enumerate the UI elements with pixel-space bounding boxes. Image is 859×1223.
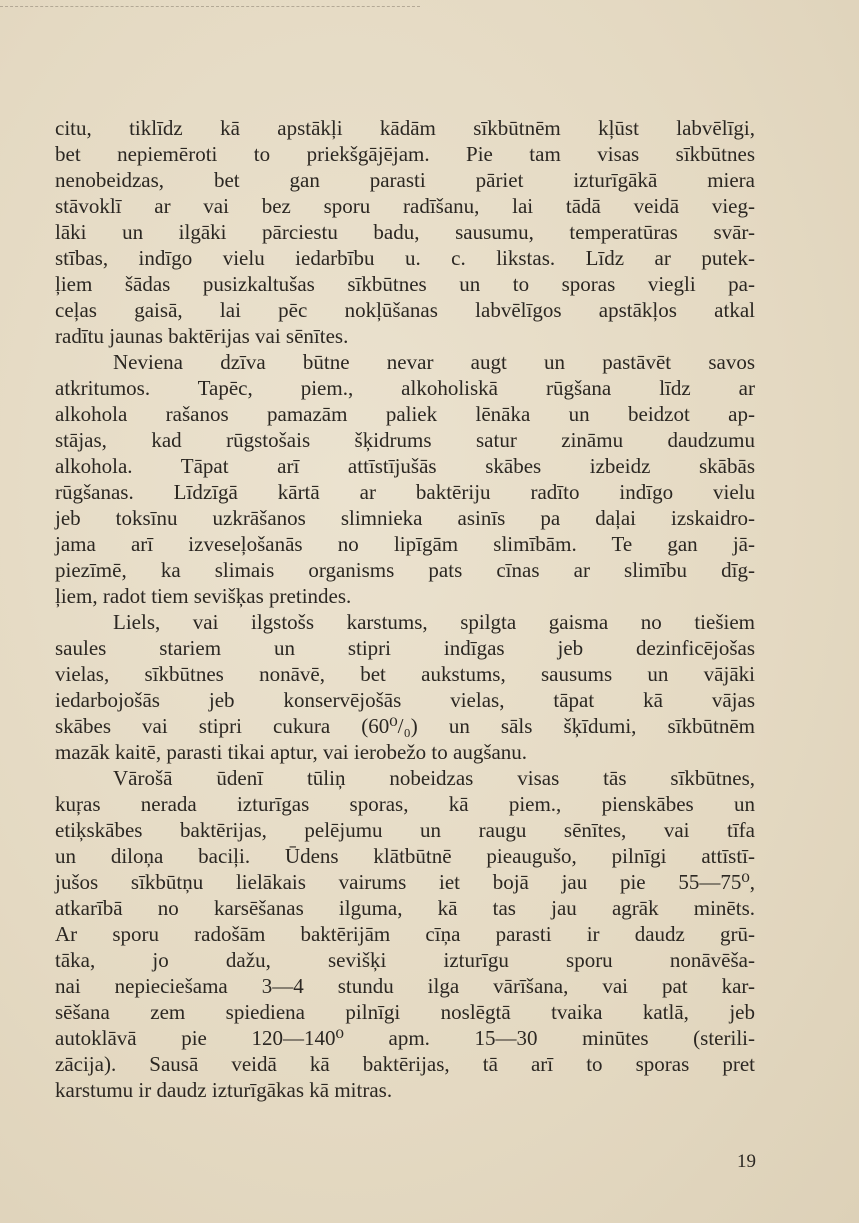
text-line: jušos sīkbūtņu lielākais vairums iet bojā jau pie 55—75⁰, <box>55 870 755 894</box>
text-line: skābes vai stipri cukura (60⁰/₀) un sāls šķīdumi, sīkbūtnēm <box>55 714 755 738</box>
text-line: stāvoklī ar vai bez sporu radīšanu, lai tādā veidā vieg- <box>55 194 755 218</box>
text-line: nenobeidzas, bet gan parasti pāriet izturīgākā miera <box>55 168 755 192</box>
text-line: ceļas gaisā, lai pēc nokļūšanas labvēlīgos apstākļos atkal <box>55 298 755 322</box>
text-line: stības, indīgo vielu iedarbību u. c. likstas. Līdz ar putek- <box>55 246 755 270</box>
paragraph-end-line: mazāk kaitē, parasti tikai aptur, vai ierobežo to augšanu. <box>55 740 528 764</box>
text-line: sēšana zem spiediena pilnīgi noslēgtā tvaika katlā, jeb <box>55 1000 755 1024</box>
text-line: autoklāvā pie 120—140⁰ apm. 15—30 minūtes (sterili- <box>55 1026 755 1050</box>
text-line: iedarbojošās jeb konservējošās vielas, tāpat kā vājas <box>55 688 755 712</box>
text-line: tāka, jo dažu, sevišķi izturīgu sporu nonāvēša- <box>55 948 755 972</box>
text-line: atkarībā no karsēšanas ilguma, kā tas jau agrāk minēts. <box>55 896 755 920</box>
text-line: bet nepiemēroti to priekšgājējam. Pie tam visas sīkbūtnes <box>55 142 755 166</box>
text-line: nai nepieciešama 3—4 stundu ilga vārīšana, vai pat kar- <box>55 974 755 998</box>
text-line: alkohola. Tāpat arī attīstījušās skābes izbeidz skābās <box>55 454 755 478</box>
text-line: rūgšanas. Līdzīgā kārtā ar baktēriju radīto indīgo vielu <box>55 480 755 504</box>
text-line: lāki un ilgāki pārciestu badu, sausumu, temperatūras svār- <box>55 220 755 244</box>
text-line: atkritumos. Tapēc, piem., alkoholiskā rūgšana līdz ar <box>55 376 755 400</box>
paragraph-end-line: ļiem, radot tiem sevišķas pretindes. <box>55 584 352 608</box>
text-line: Ar sporu radošām baktērijām cīņa parasti ir daudz grū- <box>55 922 755 946</box>
text-line: vielas, sīkbūtnes nonāvē, bet aukstums, sausums un vājāki <box>55 662 755 686</box>
text-line: un diloņa baciļi. Ūdens klātbūtnē pieaugušo, pilnīgi attīstī- <box>55 844 755 868</box>
paragraph-start-line: Neviena dzīva būtne nevar augt un pastāvēt savos <box>113 350 755 374</box>
paragraph-end-line: karstumu ir daudz izturīgākas kā mitras. <box>55 1078 393 1102</box>
text-line: ļiem šādas pusizkaltušas sīkbūtnes un to sporas viegli pa- <box>55 272 755 296</box>
text-line: saules stariem un stipri indīgas jeb dezinficējošas <box>55 636 755 660</box>
text-line: zācija). Sausā veidā kā baktērijas, tā arī to sporas pret <box>55 1052 755 1076</box>
text-line: jeb toksīnu uzkrāšanos slimnieka asinīs pa daļai izskaidro- <box>55 506 755 530</box>
text-line: etiķskābes baktērijas, pelējumu un raugu sēnītes, vai tīfa <box>55 818 755 842</box>
text-line: alkohola rašanos pamazām paliek lēnāka un beidzot ap- <box>55 402 755 426</box>
paragraph-start-line: Vārošā ūdenī tūliņ nobeidzas visas tās sīkbūtnes, <box>113 766 755 790</box>
paragraph-start-line: Liels, vai ilgstošs karstums, spilgta gaisma no tiešiem <box>113 610 755 634</box>
page-edge-shadow <box>0 6 420 7</box>
page-number: 19 <box>737 1151 756 1172</box>
text-line: kuŗas nerada izturīgas sporas, kā piem., pienskābes un <box>55 792 755 816</box>
text-line: stājas, kad rūgstošais šķidrums satur zināmu daudzumu <box>55 428 755 452</box>
text-line: piezīmē, ka slimais organisms pats cīnas ar slimību dīg- <box>55 558 755 582</box>
paragraph-end-line: radītu jaunas baktērijas vai sēnītes. <box>55 324 349 348</box>
text-line: citu, tiklīdz kā apstākļi kādām sīkbūtnēm kļūst labvēlīgi, <box>55 116 755 140</box>
text-line: jama arī izveseļošanās no lipīgām slimībām. Te gan jā- <box>55 532 755 556</box>
